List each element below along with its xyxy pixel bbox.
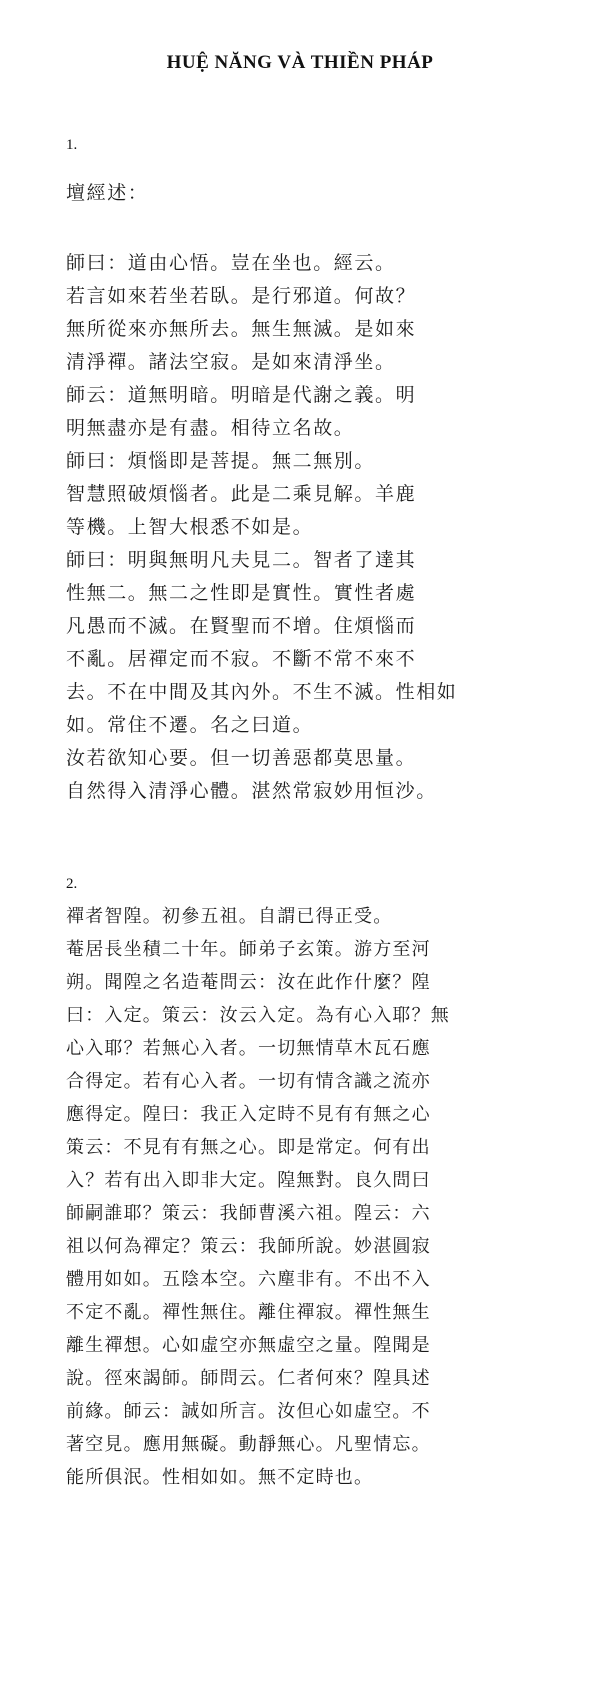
text-line: 若言如來若坐若臥。是行邪道。何故？ — [66, 285, 417, 307]
text-line: 師曰：煩惱即是菩提。無二無別。 — [66, 450, 376, 472]
section-heading: 壇經述： — [66, 182, 149, 204]
text-line: 朔。聞隍之名造菴問云：汝在此作什麼？隍 — [66, 972, 431, 993]
text-line: 祖以何為禪定？策云：我師所說。妙湛圓寂 — [66, 1236, 431, 1257]
text-line: 體用如如。五陰本空。六塵非有。不出不入 — [66, 1269, 431, 1290]
text-line: 明無盡亦是有盡。相待立名故。 — [66, 417, 355, 439]
text-line: 師云：道無明暗。明暗是代謝之義。明 — [66, 384, 417, 406]
section-number: 1. — [66, 137, 78, 153]
text-line: 心入耶？若無心入者。一切無情草木瓦石應 — [66, 1038, 431, 1059]
text-line: 師曰：道由心悟。豈在坐也。經云。 — [66, 252, 396, 274]
text-line: 汝若欲知心要。但一切善惡都莫思量。 — [66, 747, 417, 769]
text-line: 師嗣誰耶？策云：我師曹溪六祖。隍云：六 — [66, 1203, 431, 1224]
text-line: 曰：入定。策云：汝云入定。為有心入耶？無 — [66, 1005, 450, 1026]
text-line: 不亂。居禪定而不寂。不斷不常不來不 — [66, 648, 417, 670]
text-line: 入？若有出入即非大定。隍無對。良久問曰 — [66, 1170, 431, 1191]
text-line: 禪者智隍。初參五祖。自謂已得正受。 — [66, 906, 393, 927]
text-line: 無所從來亦無所去。無生無滅。是如來 — [66, 318, 417, 340]
section-number: 2. — [66, 876, 78, 892]
text-line: 合得定。若有心入者。一切有情含識之流亦 — [66, 1071, 431, 1092]
text-line: 離生禪想。心如虛空亦無虛空之量。隍聞是 — [66, 1335, 431, 1356]
text-line: 智慧照破煩惱者。此是二乘見解。羊鹿 — [66, 483, 417, 505]
text-line: 等機。上智大根悉不如是。 — [66, 516, 314, 538]
text-line: 性無二。無二之性即是實性。實性者處 — [66, 582, 417, 604]
text-line: 清淨禪。諸法空寂。是如來清淨坐。 — [66, 351, 396, 373]
text-line: 凡愚而不滅。在賢聖而不增。住煩惱而 — [66, 615, 417, 637]
text-line: 策云：不見有有無之心。即是常定。何有出 — [66, 1137, 431, 1158]
text-line: 自然得入清淨心體。湛然常寂妙用恒沙。 — [66, 780, 437, 802]
text-line: 菴居長坐積二十年。師弟子玄策。游方至河 — [66, 939, 431, 960]
page-title: HUỆ NĂNG VÀ THIỀN PHÁP — [166, 52, 434, 73]
text-line: 去。不在中間及其內外。不生不滅。性相如 — [66, 681, 458, 703]
text-line: 不定不亂。禪性無住。離住禪寂。禪性無生 — [66, 1302, 431, 1323]
text-line: 能所俱泯。性相如如。無不定時也。 — [66, 1467, 374, 1488]
text-line: 如。常住不遷。名之曰道。 — [66, 714, 314, 736]
text-line: 前緣。師云：誠如所言。汝但心如虛空。不 — [66, 1401, 431, 1422]
text-line: 師曰：明與無明凡夫見二。智者了達其 — [66, 549, 417, 571]
text-line: 應得定。隍曰：我正入定時不見有有無之心 — [66, 1104, 431, 1125]
text-line: 說。徑來謁師。師問云。仁者何來？隍具述 — [66, 1368, 431, 1389]
text-line: 著空見。應用無礙。動靜無心。凡聖情忘。 — [66, 1434, 431, 1455]
